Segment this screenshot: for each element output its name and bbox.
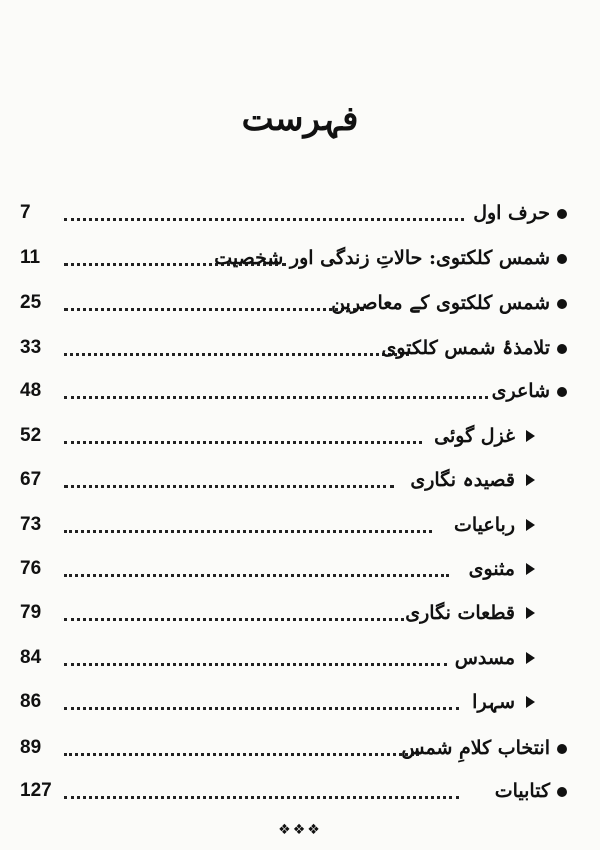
- toc-page-number: 33: [20, 337, 42, 358]
- bullet-icon: [557, 209, 567, 219]
- dotted-leader: [64, 530, 432, 533]
- toc-page-number: 89: [20, 737, 42, 758]
- toc-entry-halat-e-zindagi: [0, 243, 600, 273]
- toc-entry-intikhab: [0, 733, 600, 763]
- dotted-leader: [64, 574, 449, 577]
- toc-entry-title: کتابیات: [494, 780, 550, 802]
- dotted-leader: [64, 353, 409, 356]
- toc-subentry-musaddas: [0, 643, 600, 673]
- toc-subentry-rubaiyat: [0, 510, 600, 540]
- dotted-leader: [64, 663, 447, 666]
- toc-subentry-qasida: [0, 465, 600, 495]
- toc-entry-title: شمس کلکتوی: حالاتِ زندگی اور شخصیت: [214, 247, 550, 269]
- toc-page-number: 79: [20, 602, 42, 623]
- bullet-icon: [557, 744, 567, 754]
- triangle-bullet-icon: [526, 474, 535, 486]
- toc-entry-title: سہرا: [472, 691, 515, 713]
- toc-entry-title: قصیدہ نگاری: [410, 469, 515, 491]
- toc-entry-talamiza: [0, 333, 600, 363]
- footer-ornament: ❖❖❖: [278, 822, 322, 838]
- toc-entry-title: قطعات نگاری: [405, 602, 515, 624]
- toc-page-number: 127: [20, 780, 52, 801]
- toc-entry-harf-e-awwal: [0, 198, 600, 228]
- toc-page-number: 84: [20, 647, 42, 668]
- toc-entry-title: حرف اول: [473, 202, 550, 224]
- toc-entry-title: انتخاب کلامِ شمس: [401, 737, 550, 759]
- bullet-icon: [557, 387, 567, 397]
- toc-entry-title: تلامذۂ شمس کلکتوی: [381, 337, 550, 359]
- toc-subentry-sehra: [0, 687, 600, 717]
- toc-entry-kitabiyat: [0, 776, 600, 806]
- toc-page-number: 25: [20, 292, 42, 313]
- dotted-leader: [64, 618, 404, 621]
- triangle-bullet-icon: [526, 563, 535, 575]
- toc-subentry-masnavi: [0, 554, 600, 584]
- toc-entry-title: شاعری: [491, 380, 550, 402]
- dotted-leader: [64, 796, 459, 799]
- bullet-icon: [557, 299, 567, 309]
- page-title: فہرست: [241, 99, 359, 139]
- toc-page-number: 7: [20, 202, 31, 223]
- bullet-icon: [557, 344, 567, 354]
- toc-entry-shairi: [0, 376, 600, 406]
- toc-entry-title: رباعیات: [454, 514, 515, 536]
- toc-entry-title: مثنوی: [468, 558, 515, 580]
- bullet-icon: [557, 254, 567, 264]
- toc-subentry-ghazal: [0, 421, 600, 451]
- toc-entry-muasireen: [0, 288, 600, 318]
- dotted-leader: [64, 753, 419, 756]
- toc-page-number: 76: [20, 558, 42, 579]
- toc-subentry-qitaat: [0, 598, 600, 628]
- triangle-bullet-icon: [526, 430, 535, 442]
- toc-page-number: 52: [20, 425, 42, 446]
- triangle-bullet-icon: [526, 652, 535, 664]
- toc-entry-title: غزل گوئی: [434, 425, 515, 447]
- triangle-bullet-icon: [526, 607, 535, 619]
- dotted-leader: [64, 707, 459, 710]
- toc-page-number: 11: [20, 247, 41, 268]
- dotted-leader: [64, 441, 422, 444]
- dotted-leader: [64, 485, 394, 488]
- toc-page-number: 67: [20, 469, 42, 490]
- bullet-icon: [557, 787, 567, 797]
- dotted-leader: [64, 218, 464, 221]
- triangle-bullet-icon: [526, 519, 535, 531]
- triangle-bullet-icon: [526, 696, 535, 708]
- dotted-leader: [64, 396, 488, 399]
- toc-page-number: 73: [20, 514, 42, 535]
- toc-entry-title: شمس کلکتوی کے معاصرین: [331, 292, 550, 314]
- dotted-leader: [64, 308, 364, 311]
- toc-entry-title: مسدس: [454, 647, 515, 669]
- toc-page-number: 48: [20, 380, 42, 401]
- toc-page-number: 86: [20, 691, 42, 712]
